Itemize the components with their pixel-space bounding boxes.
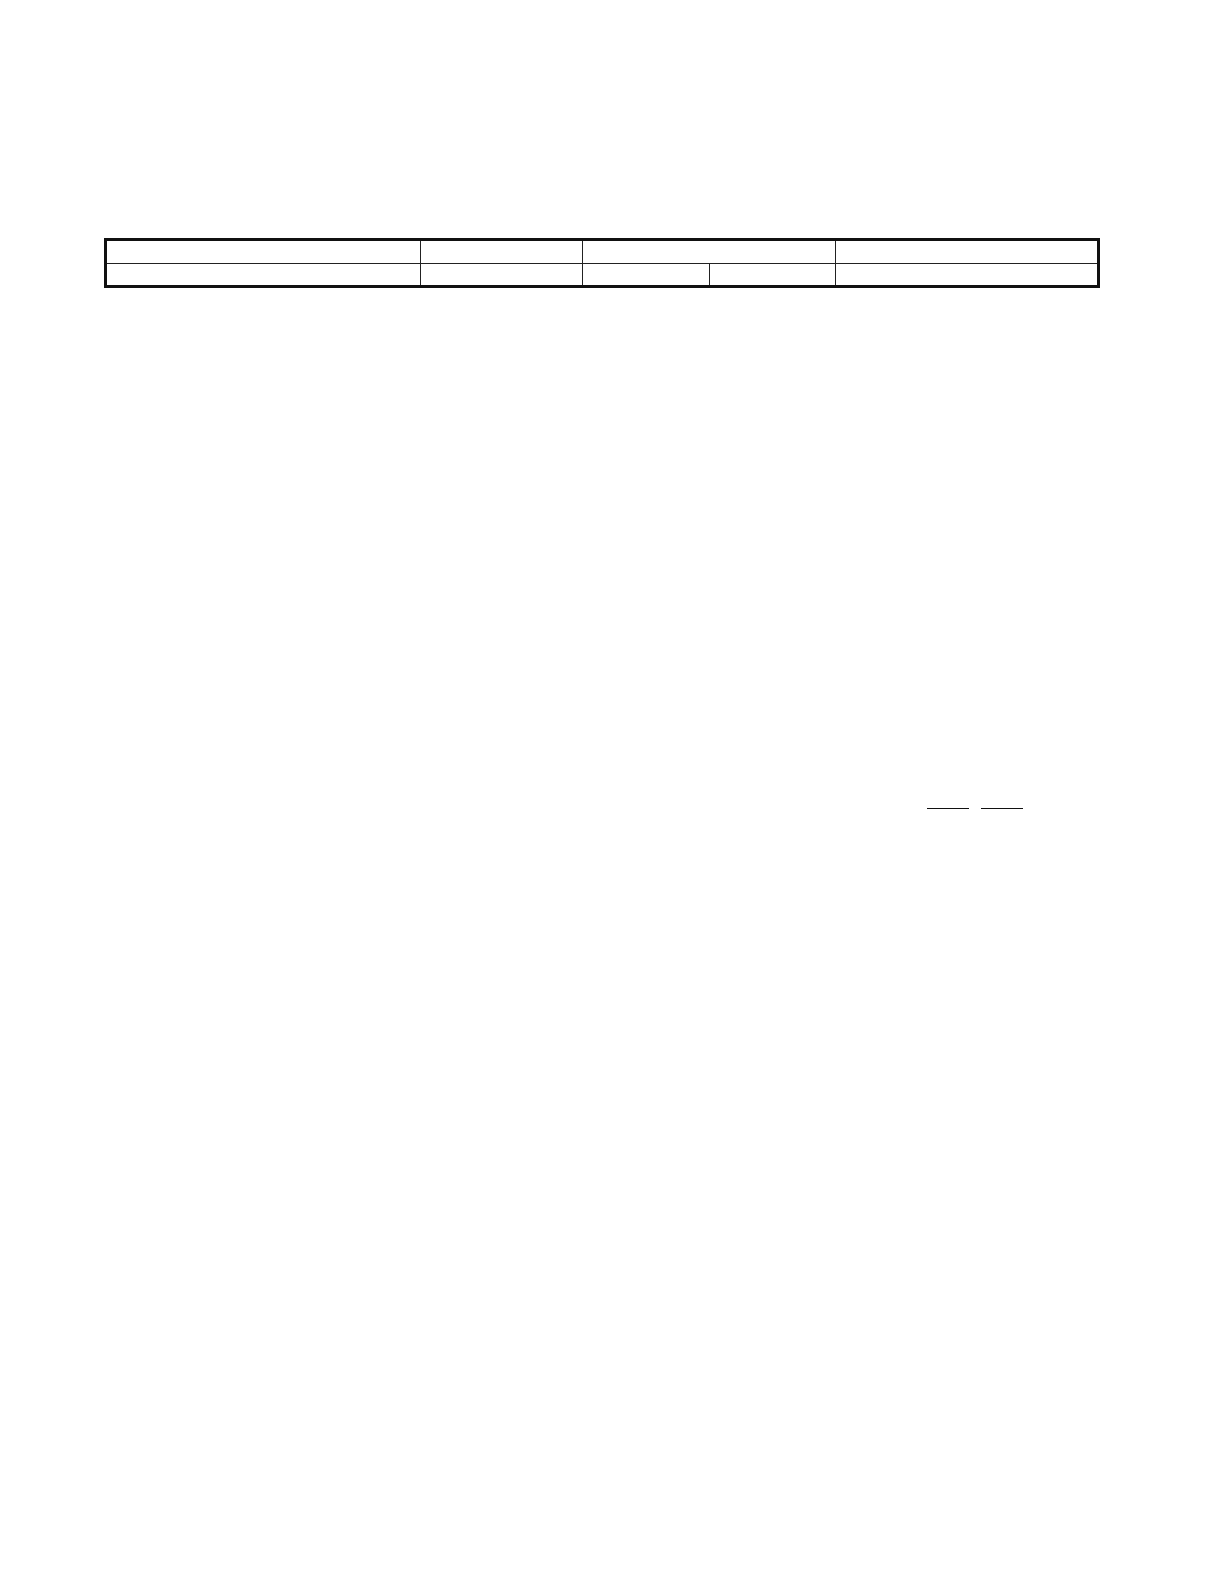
header-comments — [836, 240, 1099, 264]
sheet-total-blank — [981, 808, 1023, 809]
header-entry — [583, 240, 836, 264]
table-cell — [421, 265, 583, 289]
table-cell — [836, 263, 1099, 287]
header-row — [106, 240, 1099, 264]
subheader-tgn — [583, 263, 710, 287]
header-prompt — [421, 240, 583, 264]
route-table-form — [104, 238, 1100, 288]
header-item — [106, 240, 421, 264]
sheet-counter — [921, 791, 1029, 812]
subheader-mdt — [710, 263, 836, 287]
subheader-row — [106, 263, 1099, 287]
sheet-number-blank — [927, 808, 969, 809]
table-cell — [106, 263, 421, 287]
